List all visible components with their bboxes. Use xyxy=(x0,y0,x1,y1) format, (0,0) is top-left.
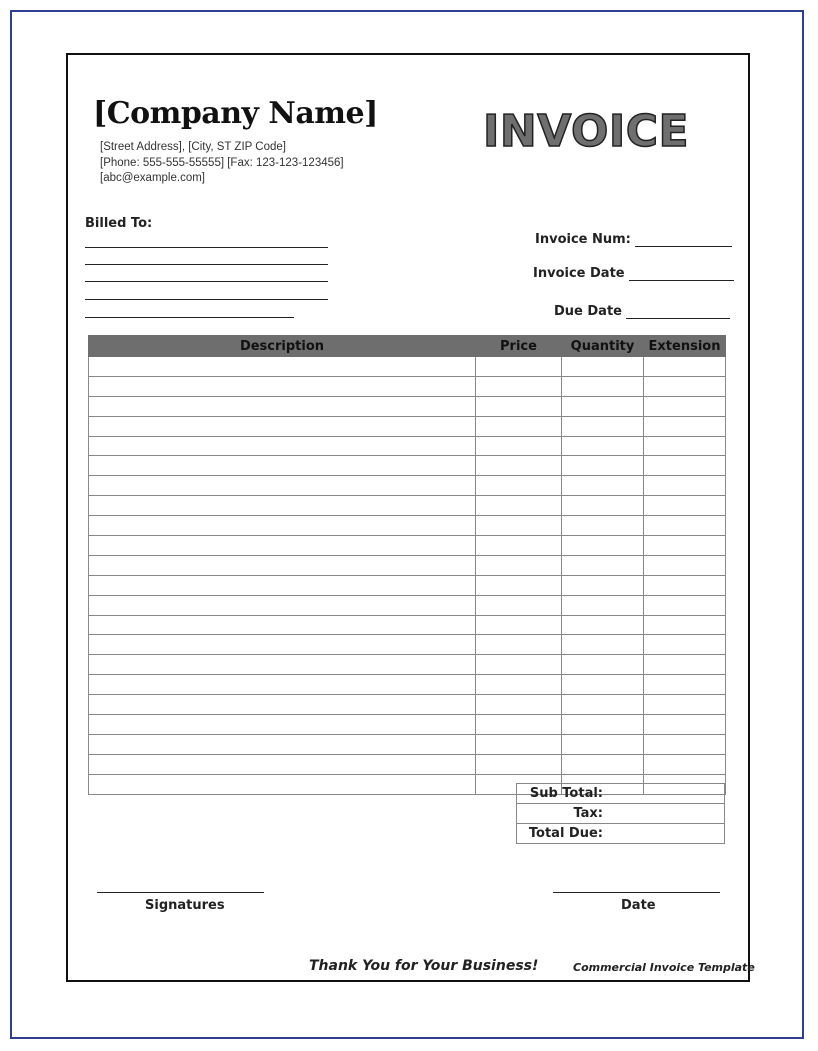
description-cell[interactable] xyxy=(89,416,476,436)
extension-cell[interactable] xyxy=(644,476,726,496)
table-row xyxy=(89,655,726,675)
quantity-cell[interactable] xyxy=(562,396,644,416)
quantity-cell[interactable] xyxy=(562,715,644,735)
invoice-date-label: Invoice Date xyxy=(533,266,625,281)
extension-cell[interactable] xyxy=(644,456,726,476)
table-row xyxy=(89,734,726,754)
extension-cell[interactable] xyxy=(644,695,726,715)
table-row xyxy=(89,496,726,516)
price-cell[interactable] xyxy=(476,496,562,516)
quantity-cell[interactable] xyxy=(562,436,644,456)
date-line[interactable] xyxy=(553,892,720,893)
quantity-cell[interactable] xyxy=(562,376,644,396)
extension-cell[interactable] xyxy=(644,575,726,595)
table-row xyxy=(89,595,726,615)
price-cell[interactable] xyxy=(476,734,562,754)
line-items-table xyxy=(88,335,726,795)
price-cell[interactable] xyxy=(476,357,562,377)
description-cell[interactable] xyxy=(89,754,476,774)
billed-to-line[interactable] xyxy=(85,264,328,265)
price-cell[interactable] xyxy=(476,695,562,715)
description-cell[interactable] xyxy=(89,396,476,416)
extension-cell[interactable] xyxy=(644,555,726,575)
price-cell[interactable] xyxy=(476,516,562,536)
extension-cell[interactable] xyxy=(644,675,726,695)
column-header-description: Description xyxy=(89,336,476,357)
price-cell[interactable] xyxy=(476,615,562,635)
description-cell[interactable] xyxy=(89,376,476,396)
total-due-value[interactable] xyxy=(605,823,725,843)
extension-cell[interactable] xyxy=(644,655,726,675)
price-cell[interactable] xyxy=(476,396,562,416)
price-cell[interactable] xyxy=(476,715,562,735)
sub-total-label: Sub Total: xyxy=(517,784,606,804)
quantity-cell[interactable] xyxy=(562,734,644,754)
table-row xyxy=(89,536,726,556)
totals-table xyxy=(516,783,725,844)
table-row xyxy=(89,436,726,456)
description-cell[interactable] xyxy=(89,476,476,496)
invoice-date-row xyxy=(533,266,734,281)
description-cell[interactable] xyxy=(89,635,476,655)
description-cell[interactable] xyxy=(89,655,476,675)
table-row xyxy=(89,675,726,695)
company-info xyxy=(100,140,344,187)
sub-total-row xyxy=(517,784,725,804)
company-email: [abc@example.com] xyxy=(100,172,205,184)
price-cell[interactable] xyxy=(476,754,562,774)
quantity-cell[interactable] xyxy=(562,357,644,377)
table-row xyxy=(89,516,726,536)
description-cell[interactable] xyxy=(89,675,476,695)
tax-value[interactable] xyxy=(605,803,725,823)
billed-to-line[interactable] xyxy=(85,299,328,300)
billed-to-line[interactable] xyxy=(85,247,328,248)
due-date-field[interactable] xyxy=(626,306,730,319)
company-address: [Street Address], [City, ST ZIP Code] xyxy=(100,141,286,153)
table-row xyxy=(89,695,726,715)
extension-cell[interactable] xyxy=(644,357,726,377)
price-cell[interactable] xyxy=(476,376,562,396)
description-cell[interactable] xyxy=(89,456,476,476)
invoice-date-field[interactable] xyxy=(629,268,734,281)
company-phone-fax: [Phone: 555-555-55555] [Fax: 123-123-123456] xyxy=(100,156,344,169)
invoice-title: INVOICE xyxy=(483,106,690,157)
table-row xyxy=(89,635,726,655)
description-cell[interactable] xyxy=(89,436,476,456)
invoice-num-label: Invoice Num: xyxy=(535,232,631,247)
signatures-label: Signatures xyxy=(145,898,225,913)
sub-total-value[interactable] xyxy=(605,784,725,804)
thank-you-text: Thank You for Your Business! xyxy=(309,958,539,974)
extension-cell[interactable] xyxy=(644,376,726,396)
tax-row xyxy=(517,803,725,823)
table-row xyxy=(89,416,726,436)
quantity-cell[interactable] xyxy=(562,555,644,575)
table-row xyxy=(89,555,726,575)
total-due-row xyxy=(517,823,725,843)
price-cell[interactable] xyxy=(476,575,562,595)
extension-cell[interactable] xyxy=(644,396,726,416)
description-cell[interactable] xyxy=(89,575,476,595)
quantity-cell[interactable] xyxy=(562,595,644,615)
extension-cell[interactable] xyxy=(644,436,726,456)
table-row xyxy=(89,376,726,396)
quantity-cell[interactable] xyxy=(562,516,644,536)
description-cell[interactable] xyxy=(89,734,476,754)
company-name: [Company Name] xyxy=(93,96,378,131)
description-cell[interactable] xyxy=(89,536,476,556)
price-cell[interactable] xyxy=(476,476,562,496)
table-header-row xyxy=(89,336,726,357)
table-row xyxy=(89,754,726,774)
quantity-cell[interactable] xyxy=(562,675,644,695)
quantity-cell[interactable] xyxy=(562,754,644,774)
price-cell[interactable] xyxy=(476,555,562,575)
description-cell[interactable] xyxy=(89,695,476,715)
price-cell[interactable] xyxy=(476,595,562,615)
tax-label: Tax: xyxy=(517,803,606,823)
description-cell[interactable] xyxy=(89,357,476,377)
column-header-extension: Extension xyxy=(644,336,726,357)
quantity-cell[interactable] xyxy=(562,496,644,516)
extension-cell[interactable] xyxy=(644,734,726,754)
description-cell[interactable] xyxy=(89,496,476,516)
description-cell[interactable] xyxy=(89,774,476,794)
extension-cell[interactable] xyxy=(644,635,726,655)
table-row xyxy=(89,396,726,416)
price-cell[interactable] xyxy=(476,416,562,436)
description-cell[interactable] xyxy=(89,615,476,635)
billed-to-line[interactable] xyxy=(85,317,294,318)
quantity-cell[interactable] xyxy=(562,635,644,655)
description-cell[interactable] xyxy=(89,555,476,575)
description-cell[interactable] xyxy=(89,595,476,615)
description-cell[interactable] xyxy=(89,516,476,536)
invoice-num-field[interactable] xyxy=(635,234,732,247)
table-row xyxy=(89,615,726,635)
column-header-quantity: Quantity xyxy=(562,336,644,357)
extension-cell[interactable] xyxy=(644,595,726,615)
table-row xyxy=(89,575,726,595)
quantity-cell[interactable] xyxy=(562,476,644,496)
quantity-cell[interactable] xyxy=(562,536,644,556)
billed-to-line[interactable] xyxy=(85,281,328,282)
quantity-cell[interactable] xyxy=(562,456,644,476)
table-row xyxy=(89,456,726,476)
extension-cell[interactable] xyxy=(644,615,726,635)
price-cell[interactable] xyxy=(476,675,562,695)
total-due-label: Total Due: xyxy=(517,823,606,843)
price-cell[interactable] xyxy=(476,655,562,675)
extension-cell[interactable] xyxy=(644,754,726,774)
price-cell[interactable] xyxy=(476,436,562,456)
price-cell[interactable] xyxy=(476,456,562,476)
quantity-cell[interactable] xyxy=(562,416,644,436)
extension-cell[interactable] xyxy=(644,536,726,556)
quantity-cell[interactable] xyxy=(562,575,644,595)
due-date-row xyxy=(554,304,730,319)
description-cell[interactable] xyxy=(89,715,476,735)
extension-cell[interactable] xyxy=(644,516,726,536)
due-date-label: Due Date xyxy=(554,304,622,319)
price-cell[interactable] xyxy=(476,536,562,556)
extension-cell[interactable] xyxy=(644,416,726,436)
invoice-num-row xyxy=(535,232,732,247)
quantity-cell[interactable] xyxy=(562,655,644,675)
price-cell[interactable] xyxy=(476,635,562,655)
extension-cell[interactable] xyxy=(644,715,726,735)
column-header-price: Price xyxy=(476,336,562,357)
table-row xyxy=(89,715,726,735)
signature-line[interactable] xyxy=(97,892,264,893)
quantity-cell[interactable] xyxy=(562,615,644,635)
billed-to-label: Billed To: xyxy=(85,216,153,231)
table-row xyxy=(89,476,726,496)
date-label: Date xyxy=(621,898,656,913)
quantity-cell[interactable] xyxy=(562,695,644,715)
table-row xyxy=(89,357,726,377)
extension-cell[interactable] xyxy=(644,496,726,516)
template-name: Commercial Invoice Template xyxy=(573,961,755,974)
